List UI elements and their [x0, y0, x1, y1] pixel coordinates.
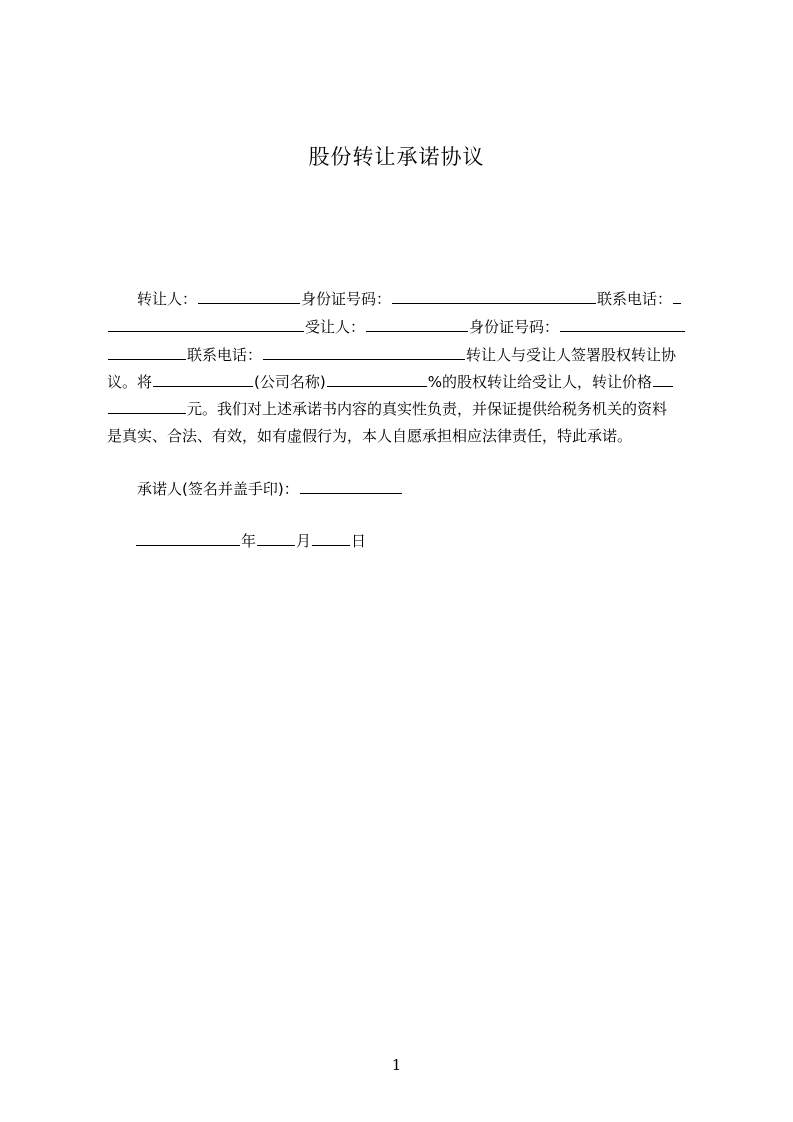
day-blank[interactable]	[312, 530, 350, 546]
price-blank-start[interactable]	[653, 371, 673, 387]
share-percent-blank[interactable]	[327, 371, 427, 387]
transferor-label: 转让人：	[137, 290, 198, 308]
id-number-label-2: 身份证号码：	[469, 318, 560, 336]
paragraph-line-5	[107, 398, 699, 420]
paragraph-line-6	[107, 425, 699, 447]
transferee-name-blank[interactable]	[366, 316, 468, 332]
transferee-id-blank-start[interactable]	[560, 316, 685, 332]
transferee-label: 受让人：	[305, 318, 366, 336]
line4-start-text: 议。将	[107, 373, 153, 391]
price-blank[interactable]	[108, 398, 186, 414]
document-title: 股份转让承诺协议	[308, 145, 485, 169]
transferor-phone-blank[interactable]	[108, 316, 304, 332]
company-name-label: (公司名称)	[254, 373, 326, 391]
percent-transfer-text: %的股权转让给受让人，转让价格	[427, 373, 652, 391]
company-name-blank[interactable]	[153, 371, 253, 387]
transferor-phone-blank-start[interactable]	[673, 288, 681, 304]
commitment-text-2: 是真实、合法、有效，如有虚假行为，本人自愿承担相应法律责任，特此承诺。	[107, 427, 633, 445]
id-number-label-1: 身份证号码：	[301, 290, 392, 308]
signer-blank[interactable]	[300, 478, 402, 494]
year-label: 年	[241, 532, 257, 550]
signer-line	[107, 478, 699, 500]
signer-label: 承诺人(签名并盖手印)：	[137, 480, 299, 498]
commitment-text-1: 元。我们对上述承诺书内容的真实性负责，并保证提供给税务机关的资料	[187, 400, 668, 418]
agreement-sign-text: 转让人与受让人签署股权转让协	[466, 346, 677, 364]
day-label: 日	[351, 532, 367, 550]
transferor-id-blank[interactable]	[392, 288, 596, 304]
phone-label-1: 联系电话：	[597, 290, 673, 308]
month-label: 月	[296, 532, 312, 550]
paragraph-line-1	[107, 288, 699, 310]
paragraph-line-3	[107, 344, 699, 366]
month-blank[interactable]	[257, 530, 295, 546]
paragraph-line-2	[107, 316, 699, 338]
page-number: 1	[391, 1056, 402, 1074]
transferor-name-blank[interactable]	[198, 288, 300, 304]
year-blank[interactable]	[136, 530, 240, 546]
paragraph-line-4	[107, 371, 699, 393]
transferee-id-blank[interactable]	[108, 344, 186, 360]
transferee-phone-blank[interactable]	[263, 344, 465, 360]
phone-label-2: 联系电话：	[187, 346, 263, 364]
date-line	[107, 530, 699, 552]
